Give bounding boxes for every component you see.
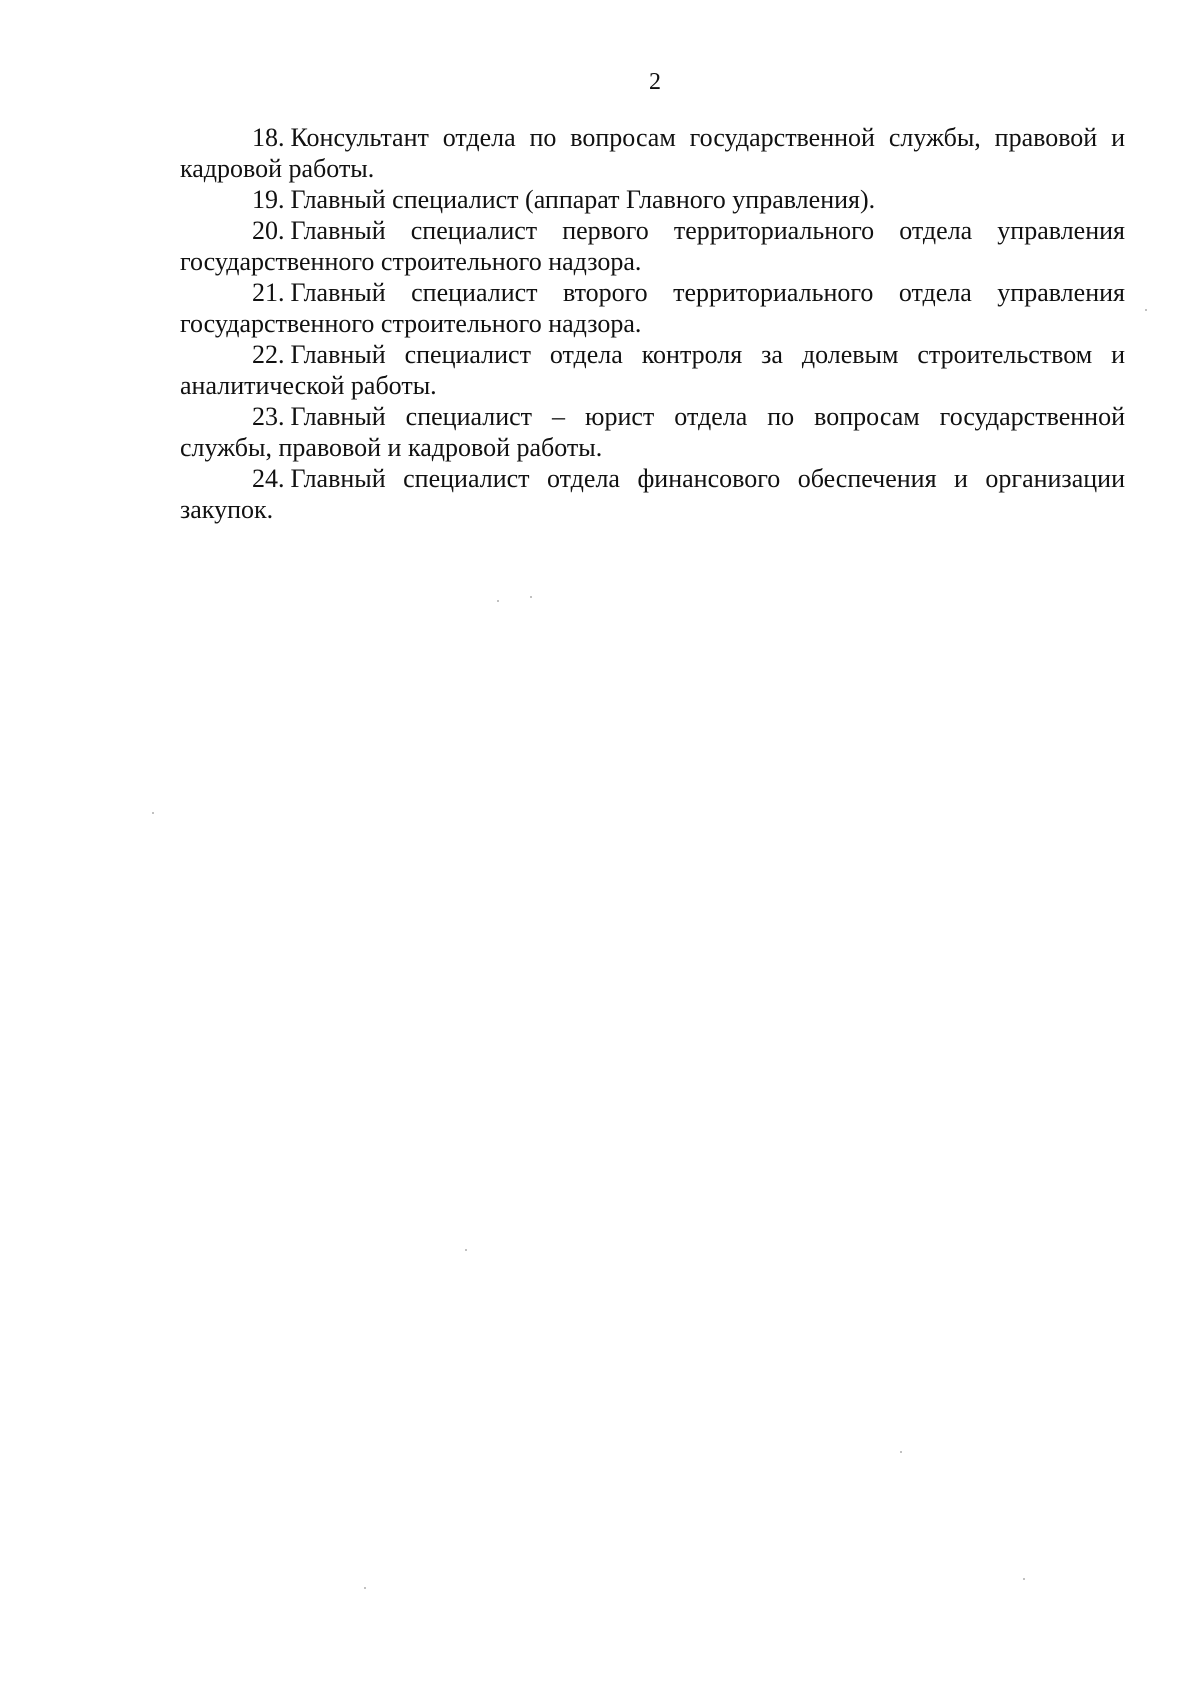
- item-number: 21.: [252, 278, 285, 307]
- item-text: Главный специалист второго территориального отдела управления государственного строительного надзора.: [180, 278, 1125, 338]
- list-item: [180, 401, 1125, 463]
- item-text: Главный специалист первого территориального отдела управления государственного строительного надзора.: [180, 216, 1125, 276]
- list-item: [180, 339, 1125, 401]
- item-number: 19.: [252, 185, 285, 214]
- item-number: 20.: [252, 216, 285, 245]
- page-number: 2: [649, 69, 661, 95]
- list-item: [180, 463, 1125, 525]
- item-number: 22.: [252, 340, 285, 369]
- scan-speck: [900, 1451, 902, 1453]
- scan-speck: [364, 1587, 366, 1589]
- scan-speck: [1023, 1578, 1025, 1580]
- list-item: [180, 184, 1125, 215]
- scan-speck: [1145, 309, 1147, 311]
- list-item: [180, 215, 1125, 277]
- scan-speck: [530, 596, 532, 598]
- list-item: [180, 277, 1125, 339]
- list-item: [180, 122, 1125, 184]
- item-number: 24.: [252, 464, 285, 493]
- item-text: Главный специалист отдела контроля за долевым строительством и аналитической работы.: [180, 340, 1125, 400]
- position-list: [180, 122, 1125, 525]
- item-number: 18.: [252, 123, 285, 152]
- scan-speck: [465, 1249, 467, 1251]
- item-text: Главный специалист отдела финансового обеспечения и организации закупок.: [180, 464, 1125, 524]
- scan-speck: [152, 812, 154, 814]
- item-number: 23.: [252, 402, 285, 431]
- scan-speck: [497, 600, 499, 602]
- item-text: Главный специалист – юрист отдела по вопросам государственной службы, правовой и кадровой работы.: [180, 402, 1125, 462]
- item-text: Консультант отдела по вопросам государственной службы, правовой и кадровой работы.: [180, 123, 1125, 183]
- item-text: Главный специалист (аппарат Главного управления).: [290, 185, 876, 214]
